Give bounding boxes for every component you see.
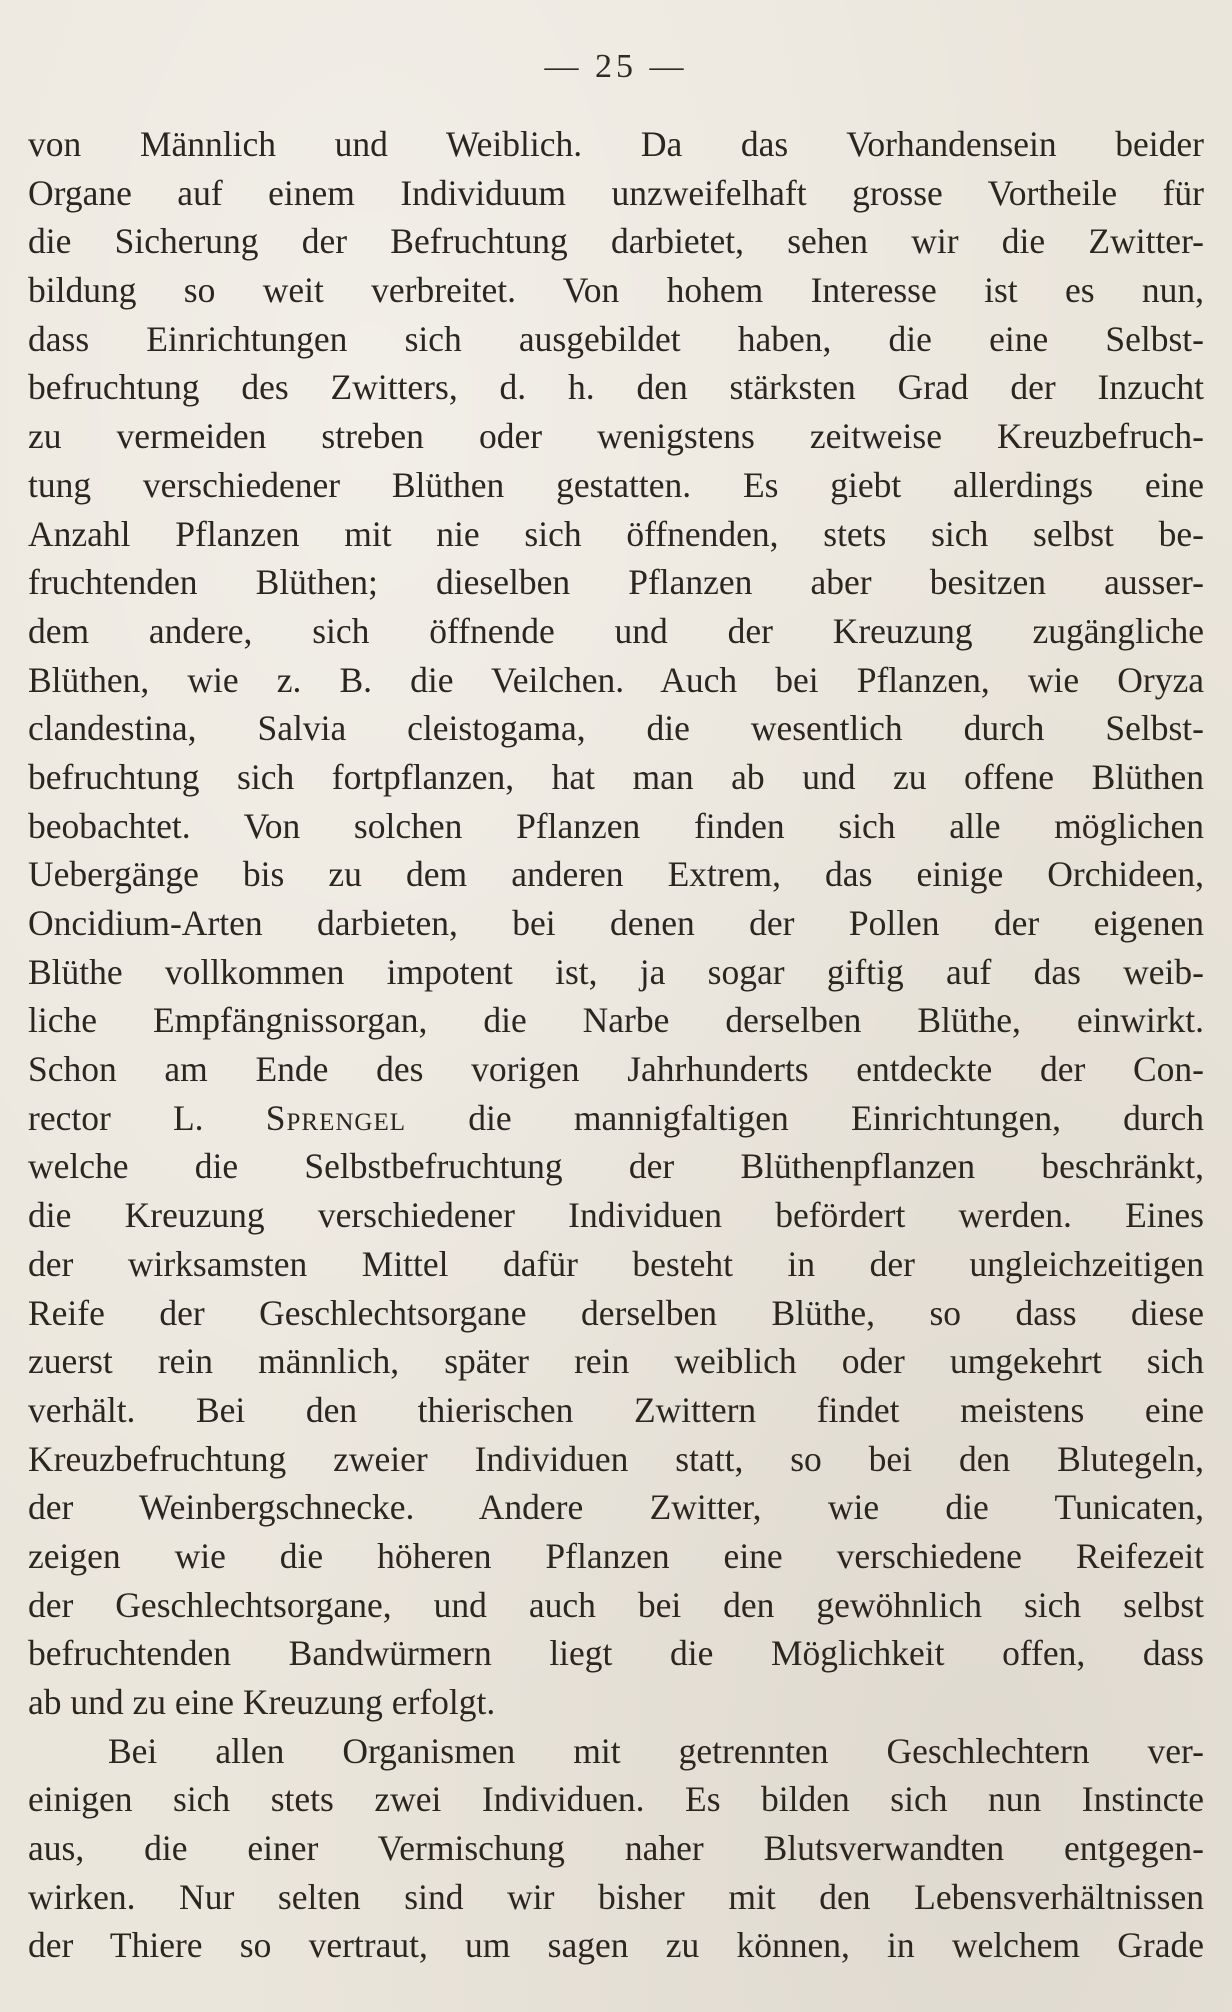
text-line: bildung so weit verbreitet. Von hohem Interesse ist es nun, xyxy=(28,270,1204,311)
text-line: verhält. Bei den thierischen Zwittern findet meistens eine xyxy=(28,1389,1204,1430)
paragraph xyxy=(28,1727,1204,1970)
text-line: Reife der Geschlechtsorgane derselben Blüthe, so dass diese xyxy=(28,1292,1204,1333)
text-line: Bei allen Organismen mit getrennten Geschlechtern ver- xyxy=(108,1730,1204,1771)
line-text-after: die mannigfaltigen Einrichtungen, durch xyxy=(406,1097,1204,1138)
text-line: clandestina, Salvia cleistogama, die wesentlich durch Selbst- xyxy=(28,708,1204,749)
text-line: Oncidium-Arten darbieten, bei denen der Pollen der eigenen xyxy=(28,903,1204,943)
author-name-smallcaps: Sprengel xyxy=(265,1097,407,1138)
text-line: Anzahl Pflanzen mit nie sich öffnenden, stets sich selbst be- xyxy=(28,513,1204,554)
text-line: zu vermeiden streben oder wenigstens zeitweise Kreuzbefruch- xyxy=(28,416,1204,457)
text-line: der wirksamsten Mittel dafür besteht in der ungleichzeitigen xyxy=(28,1243,1204,1284)
line-text-before: rector L. xyxy=(28,1097,266,1138)
text-line: die Kreuzung verschiedener Individuen befördert werden. Eines xyxy=(28,1195,1204,1236)
text-line: beobachtet. Von solchen Pflanzen finden sich alle möglichen xyxy=(28,805,1204,846)
text-line: befruchtung sich fortpflanzen, hat man ab und zu offene Blüthen xyxy=(28,756,1204,797)
text-line: ab und zu eine Kreuzung erfolgt. xyxy=(28,1682,496,1722)
text-line: Organe auf einem Individuum unzweifelhaft grosse Vortheile für xyxy=(28,172,1204,213)
text-line: der Thiere so vertraut, um sagen zu können, in welchem Grade xyxy=(28,1925,1204,1966)
text-line: aus, die einer Vermischung naher Blutsverwandten entgegen- xyxy=(28,1828,1204,1869)
text-line: zuerst rein männlich, später rein weiblich oder umgekehrt sich xyxy=(28,1341,1204,1382)
text-line: einigen sich stets zwei Individuen. Es bilden sich nun Instincte xyxy=(28,1779,1204,1820)
page-number: — 25 — xyxy=(544,48,688,85)
text-line: der Weinbergschnecke. Andere Zwitter, wie die Tunicaten, xyxy=(28,1487,1204,1528)
text-line: liche Empfängnissorgan, die Narbe derselben Blüthe, einwirkt. xyxy=(28,1000,1204,1041)
text-line: fruchtenden Blüthen; dieselben Pflanzen aber besitzen ausser- xyxy=(28,562,1204,603)
paragraph xyxy=(28,120,1204,1727)
text-line: befruchtung des Zwitters, d. h. den stärksten Grad der Inzucht xyxy=(28,367,1204,408)
text-line: zeigen wie die höheren Pflanzen eine verschiedene Reifezeit xyxy=(28,1535,1204,1576)
text-line: wirken. Nur selten sind wir bisher mit den Lebensverhältnissen xyxy=(28,1876,1204,1917)
text-line: dass Einrichtungen sich ausgebildet haben, die eine Selbst- xyxy=(28,318,1204,359)
text-line: Kreuzbefruchtung zweier Individuen statt, so bei den Blutegeln, xyxy=(28,1438,1204,1479)
body-text xyxy=(28,120,1204,1970)
text-line: dem andere, sich öffnende und der Kreuzung zugängliche xyxy=(28,610,1204,651)
text-line: von Männlich und Weiblich. Da das Vorhandensein beider xyxy=(28,124,1204,164)
text-line: befruchtenden Bandwürmern liegt die Möglichkeit offen, dass xyxy=(28,1633,1204,1674)
text-line: die Sicherung der Befruchtung darbietet, sehen wir die Zwitter- xyxy=(28,221,1204,262)
text-line: Schon am Ende des vorigen Jahrhunderts entdeckte der Con- xyxy=(28,1049,1204,1090)
text-line: Uebergänge bis zu dem anderen Extrem, das einige Orchideen, xyxy=(28,854,1204,895)
text-line-sprengel xyxy=(28,1094,1204,1143)
text-line: tung verschiedener Blüthen gestatten. Es giebt allerdings eine xyxy=(28,464,1204,505)
text-line: der Geschlechtsorgane, und auch bei den gewöhnlich sich selbst xyxy=(28,1584,1204,1625)
text-line: Blüthe vollkommen impotent ist, ja sogar giftig auf das weib- xyxy=(28,951,1204,992)
text-line: welche die Selbstbefruchtung der Blüthenpflanzen beschränkt, xyxy=(28,1146,1204,1187)
text-line: Blüthen, wie z. B. die Veilchen. Auch bei Pflanzen, wie Oryza xyxy=(28,659,1204,700)
